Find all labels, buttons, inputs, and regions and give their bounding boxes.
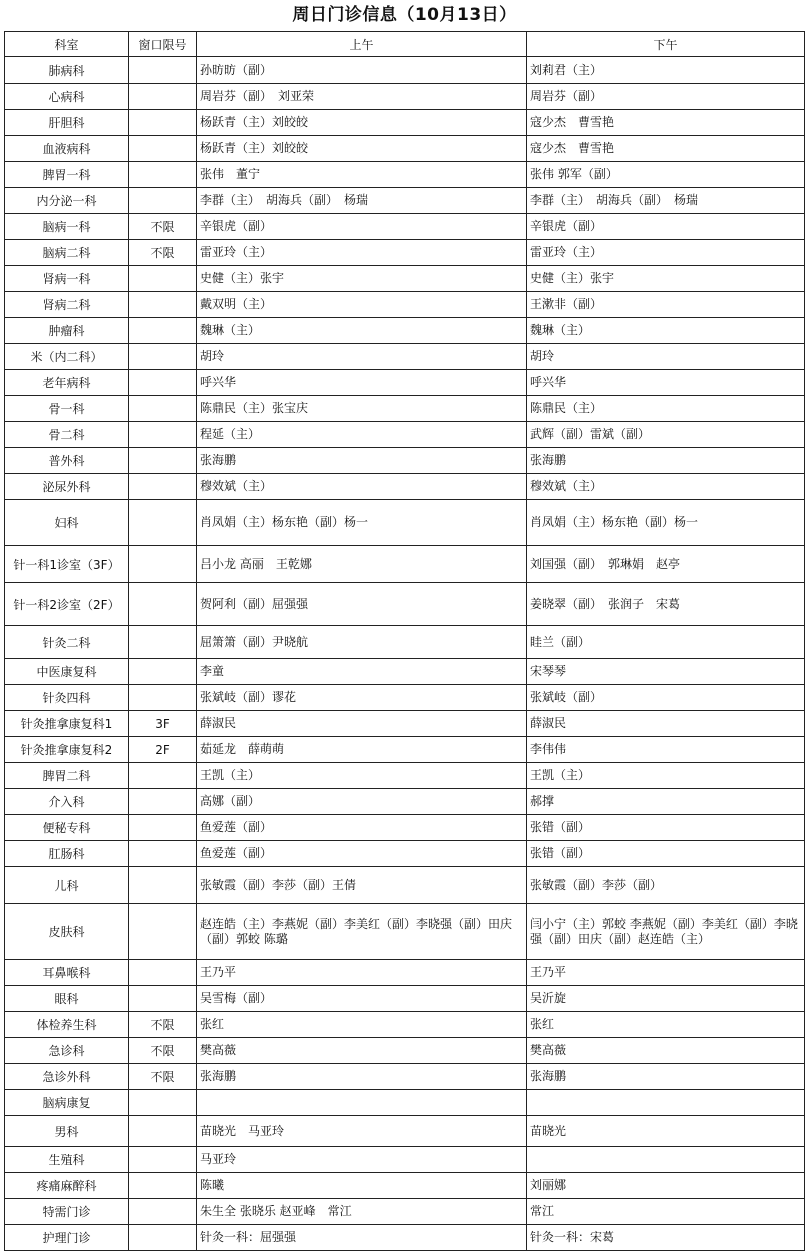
table-row	[5, 1116, 805, 1147]
am-doctors-cell: 针灸一科：屈强强	[197, 1225, 527, 1251]
table-row	[5, 1199, 805, 1225]
dept-cell: 妇科	[5, 500, 129, 546]
window-limit-cell	[129, 867, 197, 904]
pm-doctors-cell: 樊高薇	[527, 1038, 805, 1064]
pm-doctors-cell: 肖凤娟（主）杨东艳（副）杨一	[527, 500, 805, 546]
pm-doctors-cell: 王漱非（副）	[527, 292, 805, 318]
table-row	[5, 344, 805, 370]
am-doctors-cell: 呼兴华	[197, 370, 527, 396]
pm-doctors-cell: 薛淑民	[527, 711, 805, 737]
table-row	[5, 815, 805, 841]
am-doctors-cell: 杨跃青（主）刘皎皎	[197, 136, 527, 162]
table-row	[5, 711, 805, 737]
am-doctors-cell: 吴雪梅（副）	[197, 986, 527, 1012]
am-doctors-cell: 杨跃青（主）刘皎皎	[197, 110, 527, 136]
dept-cell: 血液病科	[5, 136, 129, 162]
pm-doctors-cell: 寇少杰 曹雪艳	[527, 136, 805, 162]
table-row	[5, 1090, 805, 1116]
window-limit-cell	[129, 292, 197, 318]
pm-doctors-cell: 穆效斌（主）	[527, 474, 805, 500]
table-row	[5, 318, 805, 344]
window-limit-cell	[129, 1090, 197, 1116]
pm-doctors-cell: 张敏霞（副）李莎（副）	[527, 867, 805, 904]
pm-doctors-cell: 李伟伟	[527, 737, 805, 763]
am-doctors-cell: 王乃平	[197, 960, 527, 986]
dept-cell: 脾胃二科	[5, 763, 129, 789]
dept-cell: 心病科	[5, 84, 129, 110]
header-row	[5, 32, 805, 57]
am-doctors-cell	[197, 1090, 527, 1116]
am-doctors-cell: 辛银虎（副）	[197, 214, 527, 240]
window-limit-cell: 不限	[129, 240, 197, 266]
window-limit-cell	[129, 57, 197, 84]
pm-doctors-cell	[527, 1090, 805, 1116]
pm-doctors-cell: 姜晓翠（副） 张润子 宋葛	[527, 583, 805, 626]
dept-cell: 脑病康复	[5, 1090, 129, 1116]
pm-doctors-cell: 张错（副）	[527, 815, 805, 841]
window-limit-cell: 不限	[129, 1064, 197, 1090]
window-limit-cell: 2F	[129, 737, 197, 763]
am-doctors-cell: 孙昉昉（副）	[197, 57, 527, 84]
am-doctors-cell: 张海鹏	[197, 448, 527, 474]
pm-doctors-cell: 刘国强（副） 郭琳娟 赵亭	[527, 546, 805, 583]
dept-cell: 儿科	[5, 867, 129, 904]
am-doctors-cell: 雷亚玲（主）	[197, 240, 527, 266]
dept-cell: 老年病科	[5, 370, 129, 396]
pm-doctors-cell: 刘莉君（主）	[527, 57, 805, 84]
window-limit-cell	[129, 162, 197, 188]
table-row	[5, 1173, 805, 1199]
header-window: 窗口限号	[129, 32, 197, 57]
am-doctors-cell: 张敏霞（副）李莎（副）王倩	[197, 867, 527, 904]
table-row	[5, 685, 805, 711]
dept-cell: 中医康复科	[5, 659, 129, 685]
pm-doctors-cell: 闫小宁（主）郭蛟 李燕妮（副）李美红（副）李晓强（副）田庆（副）赵连皓（主）	[527, 904, 805, 960]
window-limit-cell	[129, 136, 197, 162]
dept-cell: 骨一科	[5, 396, 129, 422]
am-doctors-cell: 王凯（主）	[197, 763, 527, 789]
am-doctors-cell: 李童	[197, 659, 527, 685]
dept-cell: 普外科	[5, 448, 129, 474]
dept-cell: 针灸推拿康复科2	[5, 737, 129, 763]
window-limit-cell	[129, 1225, 197, 1251]
am-doctors-cell: 陈曦	[197, 1173, 527, 1199]
pm-doctors-cell: 眭兰（副）	[527, 626, 805, 659]
pm-doctors-cell: 张海鹏	[527, 1064, 805, 1090]
pm-doctors-cell: 张错（副）	[527, 841, 805, 867]
dept-cell: 针一科2诊室（2F）	[5, 583, 129, 626]
dept-cell: 特需门诊	[5, 1199, 129, 1225]
dept-cell: 米（内二科）	[5, 344, 129, 370]
window-limit-cell	[129, 84, 197, 110]
window-limit-cell	[129, 318, 197, 344]
table-row	[5, 626, 805, 659]
window-limit-cell	[129, 500, 197, 546]
table-row	[5, 960, 805, 986]
dept-cell: 体检养生科	[5, 1012, 129, 1038]
dept-cell: 内分泌一科	[5, 188, 129, 214]
page-title: 周日门诊信息（10月13日）	[292, 5, 517, 25]
window-limit-cell	[129, 396, 197, 422]
dept-cell: 肛肠科	[5, 841, 129, 867]
header-pm: 下午	[527, 32, 805, 57]
am-doctors-cell: 魏琳（主）	[197, 318, 527, 344]
table-row	[5, 422, 805, 448]
window-limit-cell	[129, 188, 197, 214]
table-row	[5, 1012, 805, 1038]
table-row	[5, 1038, 805, 1064]
table-row	[5, 84, 805, 110]
table-row	[5, 659, 805, 685]
am-doctors-cell: 贺阿利（副）屈强强	[197, 583, 527, 626]
am-doctors-cell: 吕小龙 高丽 王乾娜	[197, 546, 527, 583]
window-limit-cell	[129, 904, 197, 960]
dept-cell: 疼痛麻醉科	[5, 1173, 129, 1199]
am-doctors-cell: 李群（主） 胡海兵（副） 杨瑞	[197, 188, 527, 214]
am-doctors-cell: 薛淑民	[197, 711, 527, 737]
pm-doctors-cell: 陈鼎民（主）	[527, 396, 805, 422]
am-doctors-cell: 肖凤娟（主）杨东艳（副）杨一	[197, 500, 527, 546]
am-doctors-cell: 赵连皓（主）李燕妮（副）李美红（副）李晓强（副）田庆（副）郭蛟 陈璐	[197, 904, 527, 960]
header-dept: 科室	[5, 32, 129, 57]
window-limit-cell	[129, 474, 197, 500]
pm-doctors-cell: 张伟 郭军（副）	[527, 162, 805, 188]
dept-cell: 针灸二科	[5, 626, 129, 659]
window-limit-cell	[129, 1199, 197, 1225]
table-row	[5, 110, 805, 136]
dept-cell: 介入科	[5, 789, 129, 815]
window-limit-cell	[129, 1147, 197, 1173]
dept-cell: 眼科	[5, 986, 129, 1012]
dept-cell: 急诊外科	[5, 1064, 129, 1090]
dept-cell: 护理门诊	[5, 1225, 129, 1251]
window-limit-cell	[129, 448, 197, 474]
am-doctors-cell: 茹延龙 薛萌萌	[197, 737, 527, 763]
pm-doctors-cell: 刘丽娜	[527, 1173, 805, 1199]
pm-doctors-cell: 张斌岐（副）	[527, 685, 805, 711]
window-limit-cell	[129, 763, 197, 789]
dept-cell: 肿瘤科	[5, 318, 129, 344]
table-row	[5, 162, 805, 188]
window-limit-cell	[129, 370, 197, 396]
am-doctors-cell: 戴双明（主）	[197, 292, 527, 318]
dept-cell: 急诊科	[5, 1038, 129, 1064]
dept-cell: 泌尿外科	[5, 474, 129, 500]
table-row	[5, 1064, 805, 1090]
window-limit-cell	[129, 422, 197, 448]
dept-cell: 肾病一科	[5, 266, 129, 292]
dept-cell: 脑病二科	[5, 240, 129, 266]
table-row	[5, 370, 805, 396]
am-doctors-cell: 朱生全 张晓乐 赵亚峰 常江	[197, 1199, 527, 1225]
table-row	[5, 136, 805, 162]
window-limit-cell	[129, 626, 197, 659]
dept-cell: 针灸四科	[5, 685, 129, 711]
window-limit-cell	[129, 789, 197, 815]
window-limit-cell	[129, 659, 197, 685]
table-row	[5, 188, 805, 214]
pm-doctors-cell: 郝撑	[527, 789, 805, 815]
am-doctors-cell: 程延（主）	[197, 422, 527, 448]
pm-doctors-cell: 魏琳（主）	[527, 318, 805, 344]
dept-cell: 脾胃一科	[5, 162, 129, 188]
am-doctors-cell: 周岩芬（副） 刘亚荣	[197, 84, 527, 110]
am-doctors-cell: 胡玲	[197, 344, 527, 370]
window-limit-cell	[129, 1116, 197, 1147]
am-doctors-cell: 张斌岐（副）谬花	[197, 685, 527, 711]
window-limit-cell	[129, 960, 197, 986]
dept-cell: 耳鼻喉科	[5, 960, 129, 986]
table-row	[5, 448, 805, 474]
am-doctors-cell: 张红	[197, 1012, 527, 1038]
am-doctors-cell: 鱼爱莲（副）	[197, 841, 527, 867]
window-limit-cell	[129, 110, 197, 136]
table-row	[5, 546, 805, 583]
table-row	[5, 57, 805, 84]
table-row	[5, 867, 805, 904]
window-limit-cell	[129, 1173, 197, 1199]
am-doctors-cell: 张伟 董宁	[197, 162, 527, 188]
pm-doctors-cell: 呼兴华	[527, 370, 805, 396]
dept-cell: 针一科1诊室（3F）	[5, 546, 129, 583]
window-limit-cell	[129, 583, 197, 626]
window-limit-cell: 3F	[129, 711, 197, 737]
am-doctors-cell: 鱼爱莲（副）	[197, 815, 527, 841]
window-limit-cell	[129, 685, 197, 711]
dept-cell: 骨二科	[5, 422, 129, 448]
am-doctors-cell: 陈鼎民（主）张宝庆	[197, 396, 527, 422]
table-row	[5, 789, 805, 815]
window-limit-cell	[129, 266, 197, 292]
table-row	[5, 841, 805, 867]
window-limit-cell	[129, 344, 197, 370]
dept-cell: 皮肤科	[5, 904, 129, 960]
window-limit-cell: 不限	[129, 1012, 197, 1038]
am-doctors-cell: 马亚玲	[197, 1147, 527, 1173]
pm-doctors-cell: 辛银虎（副）	[527, 214, 805, 240]
pm-doctors-cell: 吴沂旋	[527, 986, 805, 1012]
dept-cell: 肾病二科	[5, 292, 129, 318]
pm-doctors-cell: 史健（主）张宇	[527, 266, 805, 292]
dept-cell: 肝胆科	[5, 110, 129, 136]
pm-doctors-cell: 王乃平	[527, 960, 805, 986]
pm-doctors-cell: 雷亚玲（主）	[527, 240, 805, 266]
table-row	[5, 986, 805, 1012]
window-limit-cell	[129, 815, 197, 841]
table-row	[5, 240, 805, 266]
dept-cell: 男科	[5, 1116, 129, 1147]
table-row	[5, 1225, 805, 1251]
dept-cell: 肺病科	[5, 57, 129, 84]
header-am: 上午	[197, 32, 527, 57]
table-row	[5, 500, 805, 546]
pm-doctors-cell: 苗晓光	[527, 1116, 805, 1147]
table-row	[5, 214, 805, 240]
am-doctors-cell: 屈箫箫（副）尹晓航	[197, 626, 527, 659]
am-doctors-cell: 穆效斌（主）	[197, 474, 527, 500]
schedule-table	[4, 31, 805, 1251]
am-doctors-cell: 苗晓光 马亚玲	[197, 1116, 527, 1147]
table-row	[5, 737, 805, 763]
pm-doctors-cell: 李群（主） 胡海兵（副） 杨瑞	[527, 188, 805, 214]
am-doctors-cell: 高娜（副）	[197, 789, 527, 815]
am-doctors-cell: 樊高薇	[197, 1038, 527, 1064]
pm-doctors-cell	[527, 1147, 805, 1173]
pm-doctors-cell: 针灸一科：宋葛	[527, 1225, 805, 1251]
window-limit-cell: 不限	[129, 214, 197, 240]
pm-doctors-cell: 常江	[527, 1199, 805, 1225]
am-doctors-cell: 史健（主）张宇	[197, 266, 527, 292]
dept-cell: 脑病一科	[5, 214, 129, 240]
pm-doctors-cell: 武辉（副）雷斌（副）	[527, 422, 805, 448]
dept-cell: 生殖科	[5, 1147, 129, 1173]
pm-doctors-cell: 宋琴琴	[527, 659, 805, 685]
table-row	[5, 583, 805, 626]
table-row	[5, 474, 805, 500]
pm-doctors-cell: 张红	[527, 1012, 805, 1038]
window-limit-cell	[129, 986, 197, 1012]
pm-doctors-cell: 王凯（主）	[527, 763, 805, 789]
pm-doctors-cell: 寇少杰 曹雪艳	[527, 110, 805, 136]
window-limit-cell: 不限	[129, 1038, 197, 1064]
window-limit-cell	[129, 841, 197, 867]
am-doctors-cell: 张海鹏	[197, 1064, 527, 1090]
pm-doctors-cell: 胡玲	[527, 344, 805, 370]
pm-doctors-cell: 张海鹏	[527, 448, 805, 474]
table-row	[5, 292, 805, 318]
table-row	[5, 763, 805, 789]
table-row	[5, 396, 805, 422]
pm-doctors-cell: 周岩芬（副）	[527, 84, 805, 110]
window-limit-cell	[129, 546, 197, 583]
dept-cell: 针灸推拿康复科1	[5, 711, 129, 737]
dept-cell: 便秘专科	[5, 815, 129, 841]
table-row	[5, 1147, 805, 1173]
table-row	[5, 266, 805, 292]
table-row	[5, 904, 805, 960]
